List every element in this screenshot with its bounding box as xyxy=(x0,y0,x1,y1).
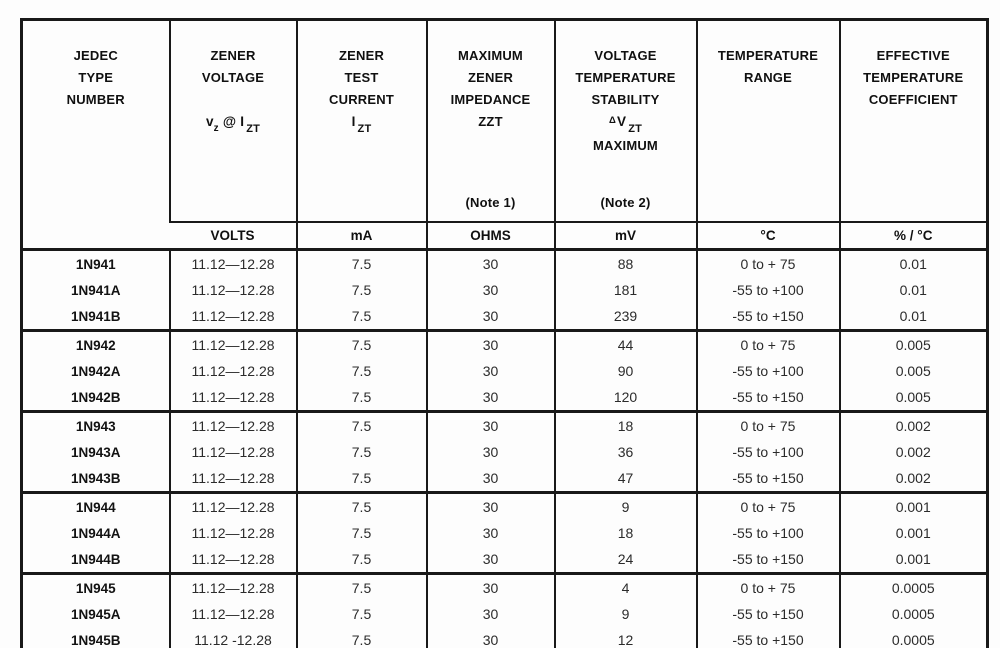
cell-zener-impedance: 30 xyxy=(427,546,555,574)
header-line: STABILITY xyxy=(591,92,660,107)
cell-temp-range: -55 to +150 xyxy=(697,465,840,493)
cell-voltage-stability: 12 xyxy=(555,627,697,648)
unit-celsius: °C xyxy=(697,222,840,250)
cell-test-current: 7.5 xyxy=(297,277,427,303)
col-header-max-zener-impedance xyxy=(427,20,555,223)
unit-mv: mV xyxy=(555,222,697,250)
cell-temp-coefficient: 0.002 xyxy=(840,412,988,440)
cell-type-number: 1N942 xyxy=(75,337,116,353)
header-line: ZZT xyxy=(478,114,503,129)
header-line: ZENER xyxy=(338,48,385,63)
cell-zener-voltage: 11.12—12.28 xyxy=(170,439,297,465)
header-line: JEDEC xyxy=(73,48,118,63)
cell-voltage-stability: 36 xyxy=(555,439,697,465)
col-header-temperature-range xyxy=(697,20,840,223)
header-line: VOLTAGE xyxy=(594,48,657,63)
cell-zener-impedance: 30 xyxy=(427,331,555,359)
cell-zener-voltage: 11.12—12.28 xyxy=(170,412,297,440)
cell-temp-range: -55 to +100 xyxy=(697,358,840,384)
cell-zener-voltage: 11.12 -12.28 xyxy=(170,627,297,648)
cell-voltage-stability: 24 xyxy=(555,546,697,574)
note-2-reference: (Note 2) xyxy=(600,195,651,210)
header-line: CURRENT xyxy=(329,92,394,107)
cell-test-current: 7.5 xyxy=(297,465,427,493)
cell-zener-impedance: 30 xyxy=(427,412,555,440)
header-line: TEMPERATURE xyxy=(863,70,964,85)
cell-temp-coefficient: 0.001 xyxy=(840,520,988,546)
cell-temp-range: 0 to + 75 xyxy=(697,250,840,278)
header-line: TEMPERATURE xyxy=(575,70,676,85)
cell-temp-coefficient: 0.0005 xyxy=(840,601,988,627)
cell-zener-impedance: 30 xyxy=(427,627,555,648)
col-header-zener-voltage xyxy=(170,20,297,223)
cell-zener-voltage: 11.12—12.28 xyxy=(170,520,297,546)
cell-type-number: 1N941A xyxy=(70,282,121,298)
table-row xyxy=(22,358,988,384)
row-group-1n943 xyxy=(22,412,988,493)
table-row xyxy=(22,250,988,278)
cell-test-current: 7.5 xyxy=(297,358,427,384)
cell-voltage-stability: 18 xyxy=(555,412,697,440)
cell-voltage-stability: 18 xyxy=(555,520,697,546)
cell-zener-impedance: 30 xyxy=(427,358,555,384)
unit-ohms: OHMS xyxy=(427,222,555,250)
header-line: TYPE xyxy=(78,70,114,85)
header-line: TEST xyxy=(344,70,379,85)
cell-zener-voltage: 11.12—12.28 xyxy=(170,303,297,331)
cell-temp-range: 0 to + 75 xyxy=(697,331,840,359)
unit-ma: mA xyxy=(297,222,427,250)
cell-voltage-stability: 90 xyxy=(555,358,697,384)
cell-zener-voltage: 11.12—12.28 xyxy=(170,277,297,303)
cell-temp-coefficient: 0.005 xyxy=(840,331,988,359)
cell-zener-voltage: 11.12—12.28 xyxy=(170,574,297,602)
cell-zener-impedance: 30 xyxy=(427,439,555,465)
cell-temp-coefficient: 0.01 xyxy=(840,303,988,331)
cell-zener-impedance: 30 xyxy=(427,465,555,493)
table-row xyxy=(22,601,988,627)
cell-type-number: 1N944 xyxy=(75,499,116,515)
table-row xyxy=(22,574,988,602)
izt-formula: I $_{ZT}$ xyxy=(351,114,372,135)
cell-temp-coefficient: 0.01 xyxy=(840,277,988,303)
cell-test-current: 7.5 xyxy=(297,250,427,278)
cell-temp-range: -55 to +150 xyxy=(697,384,840,412)
cell-temp-coefficient: 0.002 xyxy=(840,439,988,465)
cell-voltage-stability: 88 xyxy=(555,250,697,278)
row-group-1n941 xyxy=(22,250,988,331)
cell-zener-voltage: 11.12—12.28 xyxy=(170,601,297,627)
cell-test-current: 7.5 xyxy=(297,601,427,627)
cell-test-current: 7.5 xyxy=(297,546,427,574)
cell-zener-impedance: 30 xyxy=(427,520,555,546)
cell-temp-coefficient: 0.005 xyxy=(840,384,988,412)
cell-temp-range: 0 to + 75 xyxy=(697,412,840,440)
cell-type-number: 1N943A xyxy=(70,444,121,460)
header-line: RANGE xyxy=(744,70,792,85)
cell-zener-impedance: 30 xyxy=(427,303,555,331)
cell-temp-coefficient: 0.001 xyxy=(840,546,988,574)
row-group-1n942 xyxy=(22,331,988,412)
header-line: NUMBER xyxy=(66,92,125,107)
zener-spec-table xyxy=(20,18,989,648)
cell-voltage-stability: 239 xyxy=(555,303,697,331)
cell-temp-range: 0 to + 75 xyxy=(697,574,840,602)
cell-zener-voltage: 11.12—12.28 xyxy=(170,465,297,493)
col-header-voltage-temp-stability xyxy=(555,20,697,223)
header-line: TEMPERATURE xyxy=(717,48,819,63)
cell-zener-voltage: 11.12—12.28 xyxy=(170,384,297,412)
cell-type-number: 1N942B xyxy=(70,389,121,405)
cell-test-current: 7.5 xyxy=(297,439,427,465)
table-row xyxy=(22,439,988,465)
cell-test-current: 7.5 xyxy=(297,412,427,440)
header-line: EFFECTIVE xyxy=(876,48,950,63)
col-header-zener-test-current xyxy=(297,20,427,223)
cell-voltage-stability: 44 xyxy=(555,331,697,359)
cell-temp-coefficient: 0.01 xyxy=(840,250,988,278)
cell-temp-range: -55 to +150 xyxy=(697,546,840,574)
col-header-effective-temp-coefficient xyxy=(840,20,988,223)
cell-zener-impedance: 30 xyxy=(427,574,555,602)
table-row xyxy=(22,384,988,412)
header-line: ZENER xyxy=(210,48,256,63)
header-row xyxy=(22,20,988,223)
cell-temp-range: -55 to +100 xyxy=(697,520,840,546)
unit-volts: VOLTS xyxy=(170,222,297,250)
cell-type-number: 1N943 xyxy=(75,418,116,434)
cell-temp-range: -55 to +100 xyxy=(697,277,840,303)
cell-zener-voltage: 11.12—12.28 xyxy=(170,546,297,574)
cell-type-number: 1N944B xyxy=(70,551,121,567)
row-group-1n944 xyxy=(22,493,988,574)
cell-temp-range: -55 to +150 xyxy=(697,601,840,627)
cell-test-current: 7.5 xyxy=(297,627,427,648)
cell-type-number: 1N945A xyxy=(70,606,121,622)
cell-temp-coefficient: 0.005 xyxy=(840,358,988,384)
delta-vzt-formula: $^\Delta$V $_{ZT}$ xyxy=(608,114,643,135)
cell-type-number: 1N943B xyxy=(70,470,121,486)
cell-zener-impedance: 30 xyxy=(427,493,555,521)
cell-voltage-stability: 9 xyxy=(555,493,697,521)
cell-test-current: 7.5 xyxy=(297,520,427,546)
cell-temp-coefficient: 0.0005 xyxy=(840,627,988,648)
cell-voltage-stability: 9 xyxy=(555,601,697,627)
cell-zener-voltage: 11.12—12.28 xyxy=(170,493,297,521)
table-row xyxy=(22,520,988,546)
header-line: MAXIMUM xyxy=(593,138,658,153)
cell-temp-range: -55 to +150 xyxy=(697,627,840,648)
cell-zener-impedance: 30 xyxy=(427,601,555,627)
header-line: VOLTAGE xyxy=(201,70,265,85)
row-group-1n945 xyxy=(22,574,988,648)
header-line: COEFFICIENT xyxy=(868,92,958,107)
cell-voltage-stability: 47 xyxy=(555,465,697,493)
note-1-reference: (Note 1) xyxy=(465,195,516,210)
table-row xyxy=(22,465,988,493)
header-line: ZENER xyxy=(467,70,514,85)
cell-type-number: 1N945 xyxy=(75,580,116,596)
cell-temp-range: -55 to +100 xyxy=(697,439,840,465)
col-header-jedec-type-number xyxy=(22,20,170,250)
cell-type-number: 1N942A xyxy=(70,363,121,379)
cell-zener-impedance: 30 xyxy=(427,277,555,303)
table-row xyxy=(22,331,988,359)
cell-type-number: 1N941B xyxy=(70,308,121,324)
cell-temp-range: 0 to + 75 xyxy=(697,493,840,521)
cell-zener-impedance: 30 xyxy=(427,384,555,412)
table-row xyxy=(22,412,988,440)
cell-zener-voltage: 11.12—12.28 xyxy=(170,250,297,278)
table-row xyxy=(22,493,988,521)
cell-voltage-stability: 120 xyxy=(555,384,697,412)
table-row xyxy=(22,303,988,331)
cell-temp-range: -55 to +150 xyxy=(697,303,840,331)
vz-at-izt-formula: $v_z$ @ I $_{ZT}$ xyxy=(205,114,261,135)
header-line: IMPEDANCE xyxy=(450,92,531,107)
table-row xyxy=(22,546,988,574)
table-row xyxy=(22,627,988,648)
cell-type-number: 1N944A xyxy=(70,525,121,541)
cell-type-number: 1N945B xyxy=(70,632,121,648)
cell-test-current: 7.5 xyxy=(297,331,427,359)
cell-temp-coefficient: 0.0005 xyxy=(840,574,988,602)
cell-voltage-stability: 181 xyxy=(555,277,697,303)
cell-temp-coefficient: 0.001 xyxy=(840,493,988,521)
cell-zener-voltage: 11.12—12.28 xyxy=(170,358,297,384)
unit-pct-per-celsius: % / °C xyxy=(840,222,988,250)
cell-test-current: 7.5 xyxy=(297,384,427,412)
table-row xyxy=(22,277,988,303)
cell-test-current: 7.5 xyxy=(297,574,427,602)
header-line: MAXIMUM xyxy=(458,48,523,63)
cell-test-current: 7.5 xyxy=(297,493,427,521)
cell-temp-coefficient: 0.002 xyxy=(840,465,988,493)
cell-type-number: 1N941 xyxy=(75,256,116,272)
cell-voltage-stability: 4 xyxy=(555,574,697,602)
cell-test-current: 7.5 xyxy=(297,303,427,331)
cell-zener-voltage: 11.12—12.28 xyxy=(170,331,297,359)
cell-zener-impedance: 30 xyxy=(427,250,555,278)
